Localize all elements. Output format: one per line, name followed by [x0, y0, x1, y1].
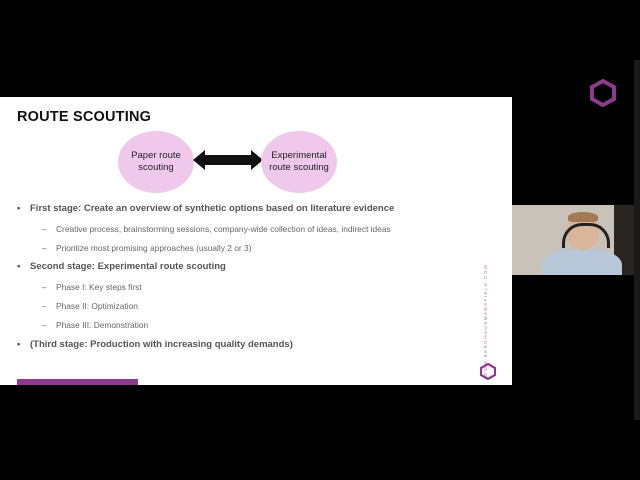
- double-arrow-icon: [193, 150, 263, 170]
- presenter-body: [542, 249, 622, 275]
- svg-text:WWW.BERGHAUSMANSFIELD.COM: WWW.BERGHAUSMANSFIELD.COM: [483, 263, 488, 377]
- hexagon-logo-icon: [590, 79, 616, 107]
- vertical-url: [481, 257, 489, 377]
- webcam-feed: [512, 205, 636, 275]
- edge-strip: [634, 60, 640, 420]
- bullet-first-stage: • First stage: Create an overview of synthetic options based on literature evidence: [17, 203, 395, 214]
- sub-bullet: – Phase II: Optimization: [42, 301, 138, 311]
- paper-route-label: Paper route scouting: [131, 150, 181, 173]
- sub-bullet: – Phase III: Demonstration: [42, 320, 149, 330]
- paper-route-circle: [118, 131, 194, 193]
- sub-bullet: – Phase I: Key steps first: [42, 282, 142, 292]
- bullet-second-stage: • Second stage: Experimental route scouting: [17, 261, 226, 272]
- headset-icon: [562, 223, 610, 248]
- hexagon-logo-icon: [480, 363, 496, 380]
- slide-title: ROUTE SCOUTING: [17, 109, 152, 125]
- sub-bullet: – Prioritize most promising approaches (usually 2 or 3): [42, 243, 252, 253]
- sub-bullet: – Creative process, brainstorming sessions, company-wide collection of ideas, indirect ideas: [42, 224, 391, 234]
- experimental-route-label: Experimental route scouting: [269, 150, 329, 173]
- presentation-slide: [0, 97, 512, 385]
- experimental-route-circle: [261, 131, 337, 193]
- bullet-third-stage: • (Third stage: Production with increasing quality demands): [17, 339, 293, 350]
- accent-bar: [17, 379, 138, 385]
